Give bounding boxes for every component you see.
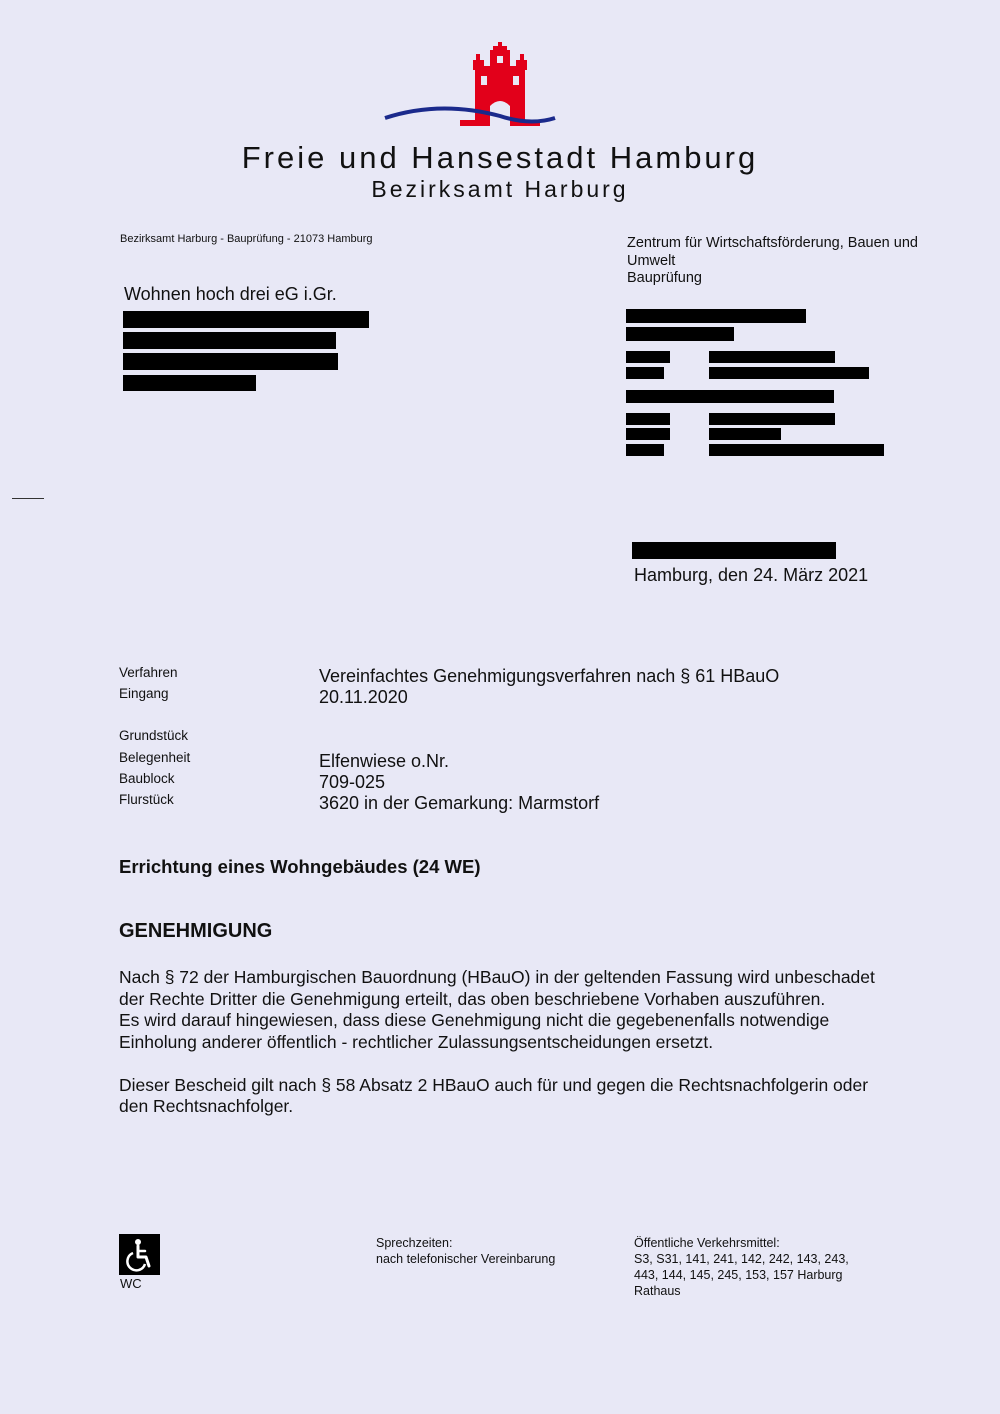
body-paragraph-2: Dieser Bescheid gilt nach § 58 Absatz 2 HBauO auch für und gegen die Rechtsnachfolgerin oder den Rechtsnachfolger. bbox=[119, 1074, 869, 1116]
public-transport-text: S3, S31, 141, 241, 142, 242, 143, 243, 443, 144, 145, 245, 153, 157 Harburg Rathaus bbox=[634, 1252, 849, 1298]
redaction-block bbox=[626, 309, 806, 323]
value-belegenheit: Elfenwiese o.Nr. bbox=[319, 751, 450, 771]
redaction-block bbox=[626, 428, 670, 440]
date-line: Hamburg, den 24. März 2021 bbox=[634, 565, 869, 585]
fold-mark bbox=[12, 498, 44, 499]
body-paragraph-1: Nach § 72 der Hamburgischen Bauordnung (HBauO) in der geltenden Fassung wird unbeschadet der Rechte Dritter die Genehmigung erteilt, das oben beschriebene Vorhaben auszuführen. bbox=[119, 967, 875, 1009]
label-grundstueck: Grundstück bbox=[119, 728, 189, 743]
redaction-block bbox=[626, 367, 664, 379]
redaction-block bbox=[626, 351, 670, 363]
office-hours-text: nach telefonischer Vereinbarung bbox=[376, 1252, 556, 1266]
body-paragraph bbox=[119, 967, 879, 1053]
section-heading: GENEHMIGUNG bbox=[119, 920, 273, 942]
redaction-block bbox=[632, 542, 836, 559]
wc-label: WC bbox=[120, 1276, 142, 1291]
value-verfahren: Vereinfachtes Genehmigungsverfahren nach § 61 HBauO bbox=[319, 666, 780, 686]
public-transport bbox=[634, 1235, 874, 1299]
wheelchair-icon bbox=[119, 1234, 160, 1275]
redaction-block bbox=[626, 413, 670, 425]
department-block bbox=[627, 235, 947, 288]
redaction-block bbox=[626, 327, 734, 341]
label-verfahren: Verfahren bbox=[119, 665, 178, 680]
label-flurstueck: Flurstück bbox=[119, 792, 174, 807]
subject-line: Errichtung eines Wohngebäudes (24 WE) bbox=[119, 856, 481, 877]
value-eingang: 20.11.2020 bbox=[319, 687, 408, 707]
label-belegenheit: Belegenheit bbox=[119, 750, 191, 765]
redaction-block bbox=[123, 332, 336, 349]
redaction-block bbox=[709, 413, 835, 425]
public-transport-title: Öffentliche Verkehrsmittel: bbox=[634, 1236, 780, 1250]
body-paragraph-1b: Es wird darauf hingewiesen, dass diese Genehmigung nicht die gegebenenfalls notwendige Einholung anderer öffentlich - rechtlicher Zulassungsentscheidungen ersetzt. bbox=[119, 1010, 830, 1052]
department-name: Zentrum für Wirtschaftsförderung, Bauen und Umwelt bbox=[627, 235, 918, 269]
department-unit: Bauprüfung bbox=[627, 270, 702, 286]
office-hours bbox=[376, 1235, 555, 1267]
header-subtitle: Bezirksamt Harburg bbox=[371, 176, 629, 202]
redaction-block bbox=[709, 351, 835, 363]
value-flurstueck: 3620 in der Gemarkung: Marmstorf bbox=[319, 793, 600, 813]
office-hours-title: Sprechzeiten: bbox=[376, 1236, 453, 1250]
redaction-block bbox=[709, 444, 884, 456]
redaction-block bbox=[123, 311, 369, 328]
header-title: Freie und Hansestadt Hamburg bbox=[241, 140, 759, 175]
sender-line: Bezirksamt Harburg - Bauprüfung - 21073 Hamburg bbox=[120, 233, 373, 245]
redaction-block bbox=[626, 390, 834, 403]
recipient-name: Wohnen hoch drei eG i.Gr. bbox=[124, 284, 337, 304]
redaction-block bbox=[709, 428, 781, 440]
redaction-block bbox=[709, 367, 869, 379]
label-eingang: Eingang bbox=[119, 686, 169, 701]
label-baublock: Baublock bbox=[119, 771, 175, 786]
hamburg-coat-of-arms-logo bbox=[380, 40, 560, 132]
value-baublock: 709-025 bbox=[319, 772, 386, 792]
redaction-block bbox=[123, 353, 338, 370]
redaction-block bbox=[626, 444, 664, 456]
body-text bbox=[119, 967, 879, 1118]
redaction-block bbox=[123, 375, 256, 391]
